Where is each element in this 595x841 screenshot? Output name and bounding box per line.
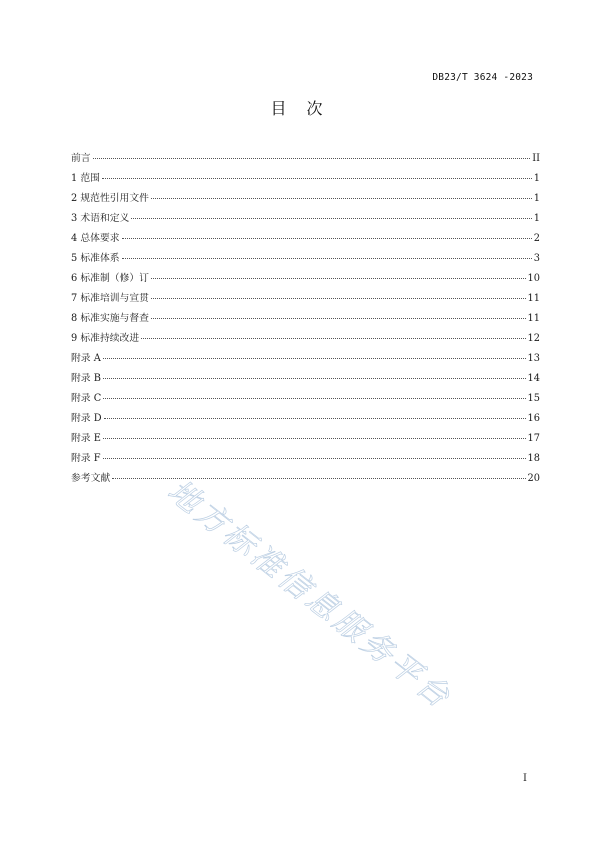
toc-dot-leader [102,178,532,179]
toc-entry-appendix-a[interactable] [71,350,540,370]
toc-entry-page: 11 [527,293,540,304]
toc-entry-label: 5 标准体系 [71,253,120,264]
toc-dot-leader [122,258,532,259]
toc-entry-label: 参考文献 [71,473,111,484]
toc-entry-implementation[interactable] [71,310,540,330]
toc-entry-label: 3 术语和定义 [71,213,130,224]
toc-dot-leader [103,438,526,439]
toc-entry-page: 18 [527,453,540,464]
toc-entry-label: 9 标准持续改进 [71,333,140,344]
toc-entry-label: 附录 A [71,353,101,364]
toc-entry-improvement[interactable] [71,330,540,350]
toc-entry-training[interactable] [71,290,540,310]
toc-entry-page: 11 [527,313,540,324]
table-of-contents [71,150,540,490]
toc-entry-general-requirements[interactable] [71,230,540,250]
toc-entry-formulation[interactable] [71,270,540,290]
toc-entry-label: 8 标准实施与督查 [71,313,149,324]
toc-dot-leader [103,358,526,359]
toc-entry-standard-system[interactable] [71,250,540,270]
toc-dot-leader [141,338,525,339]
page-title: 目 次 [270,99,325,118]
toc-dot-leader [103,378,526,379]
watermark: 地方标准信息服务平台 [160,472,459,717]
toc-entry-appendix-c[interactable] [71,390,540,410]
toc-entry-page: 15 [527,393,540,404]
toc-entry-page: 12 [527,333,540,344]
toc-entry-appendix-b[interactable] [71,370,540,390]
toc-entry-appendix-d[interactable] [71,410,540,430]
toc-dot-leader [93,158,531,159]
toc-entry-label: 前言 [71,153,91,164]
toc-entry-normative-references[interactable] [71,190,540,210]
toc-entry-bibliography[interactable] [71,470,540,490]
toc-entry-scope[interactable] [71,170,540,190]
toc-dot-leader [104,418,526,419]
toc-entry-page: 3 [533,253,540,264]
toc-dot-leader [151,298,526,299]
toc-entry-page: 10 [527,273,540,284]
toc-entry-appendix-e[interactable] [71,430,540,450]
toc-entry-page: 17 [527,433,540,444]
toc-entry-label: 4 总体要求 [71,233,120,244]
toc-entry-terms[interactable] [71,210,540,230]
toc-entry-label: 2 规范性引用文件 [71,193,149,204]
document-code: DB23/T 3624 -2023 [432,72,533,83]
toc-entry-label: 附录 E [71,433,101,444]
toc-entry-appendix-f[interactable] [71,450,540,470]
toc-entry-page: 16 [527,413,540,424]
toc-entry-page: 1 [533,193,540,204]
toc-entry-page: 13 [527,353,540,364]
toc-entry-page: 20 [527,473,540,484]
toc-entry-label: 附录 D [71,413,102,424]
toc-dot-leader [112,478,525,479]
toc-entry-label: 6 标准制（修）订 [71,273,149,284]
toc-dot-leader [151,198,532,199]
toc-dot-leader [131,218,531,219]
toc-entry-page: 2 [533,233,540,244]
toc-dot-leader [103,458,526,459]
toc-entry-page: 1 [533,173,540,184]
toc-entry-label: 1 范围 [71,173,100,184]
toc-dot-leader [103,398,525,399]
toc-entry-page: 14 [527,373,540,384]
toc-entry-label: 7 标准培训与宣贯 [71,293,149,304]
toc-entry-page: 1 [533,213,540,224]
toc-entry-foreword[interactable] [71,150,540,170]
toc-entry-label: 附录 C [71,393,102,404]
toc-dot-leader [122,238,532,239]
toc-entry-label: 附录 B [71,373,101,384]
toc-dot-leader [151,278,526,279]
toc-entry-label: 附录 F [71,453,101,464]
toc-dot-leader [151,318,526,319]
page-number: I [523,773,527,784]
toc-entry-page: II [532,153,540,164]
